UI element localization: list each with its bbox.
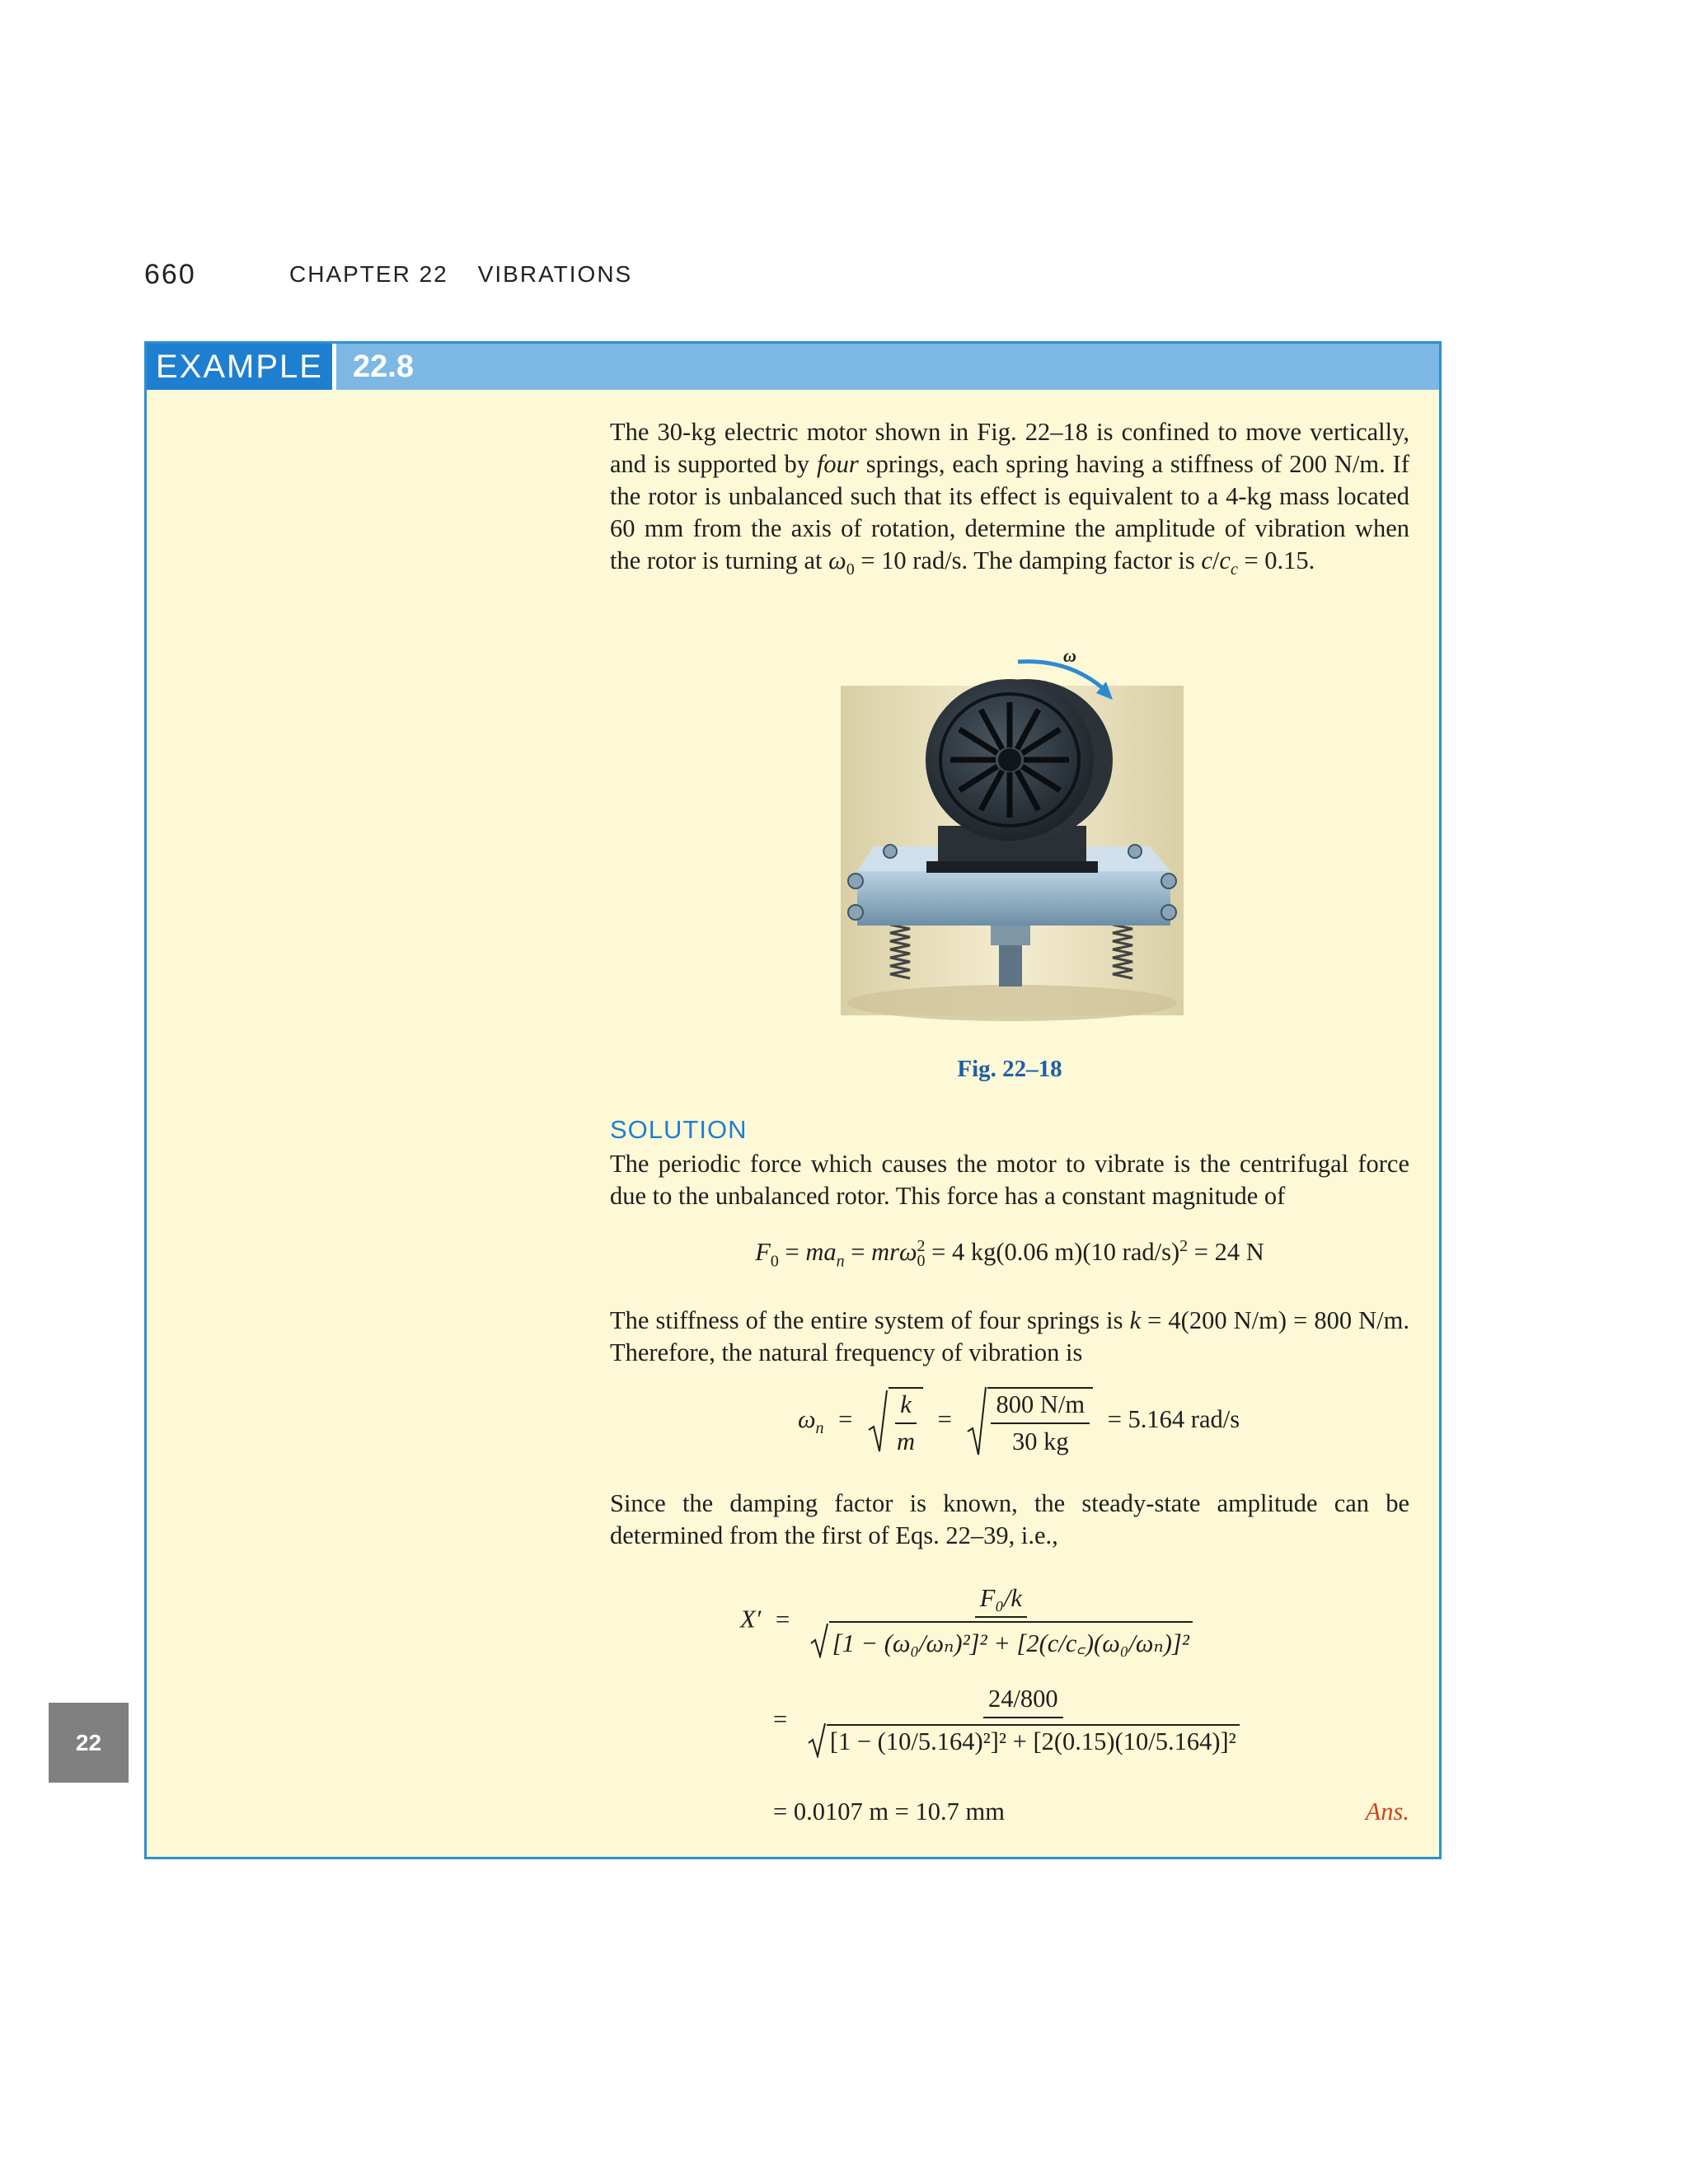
motor-figure [841,640,1184,1024]
answer-tag: Ans. [1365,1797,1409,1825]
equation-amplitude-numeric: = $\frac{24/800}{\text{[1 − (10/5.164)²]² + [2(0.15)(10/5.164)]²}}$ [773,1685,1245,1758]
example-box [144,341,1442,1859]
rotor-hub [998,748,1021,771]
solution-paragraph-1: The periodic force which causes the motor to vibrate is the centrifugal force due to the unbalanced rotor. This force has a constant magnitude of [610,1150,1409,1210]
running-header [144,254,632,295]
example-label: EXAMPLE [147,344,332,390]
solution-heading: SOLUTION [610,1115,748,1144]
figure-caption: Fig. 22–18 [957,1056,1062,1082]
example-number: 22.8 [353,349,414,384]
equation-natural-frequency: $\omega_n$ = $\frac{k}{m}$ = $\frac{800 N/m}{30 kg}$ = 5.164 rad/s [798,1385,1240,1458]
header-divider [332,344,336,390]
platform [857,871,1170,926]
chapter-tab: 22 [49,1703,129,1783]
omega-label: ω [1063,645,1076,666]
solution-paragraph-3: Since the damping factor is known, the steady-state amplitude can be determined from the first of Eqs. 22–39, i.e., [610,1489,1409,1549]
equation-amplitude: X′ = $\frac{\text{F₀/k}}{\text{[1 − (ω₀/ωₙ)²]² + [2(c/c꜀)(ω₀/ωₙ)]²}}$ [740,1584,1198,1659]
answer-value: = 0.0107 m = 10.7 mm [773,1797,1005,1825]
example-header-bar [147,344,1439,390]
equation-force: $F_0 = ma_n = mr\omega^2_0 = 4$ kg(0.06 m)(10 rad/s)$^2$ = 24 N [755,1237,1264,1271]
problem-statement: The 30-kg electric motor shown in Fig. 22–18 is confined to move vertically, and is supported by four springs, each spring having a stiffness of 200 N/m. If the rotor is unbalanced such that its effect is equivalent to a 4-kg mass located 60 mm from the axis of rotation, determine the amplitude of vibration when the rotor is turning at $\omega_0 = 10$ rad/s. The damping factor is $c/c_c = 0.15$. [610,418,1409,579]
chapter-label: CHAPTER 22 VIBRATIONS [289,261,633,287]
answer-line [773,1797,1409,1826]
page-number: 660 [144,258,196,290]
solution-paragraph-2: The stiffness of the entire system of four springs is k = 4(200 N/m) = 800 N/m. Therefore, the natural frequency of vibration is [610,1306,1409,1366]
